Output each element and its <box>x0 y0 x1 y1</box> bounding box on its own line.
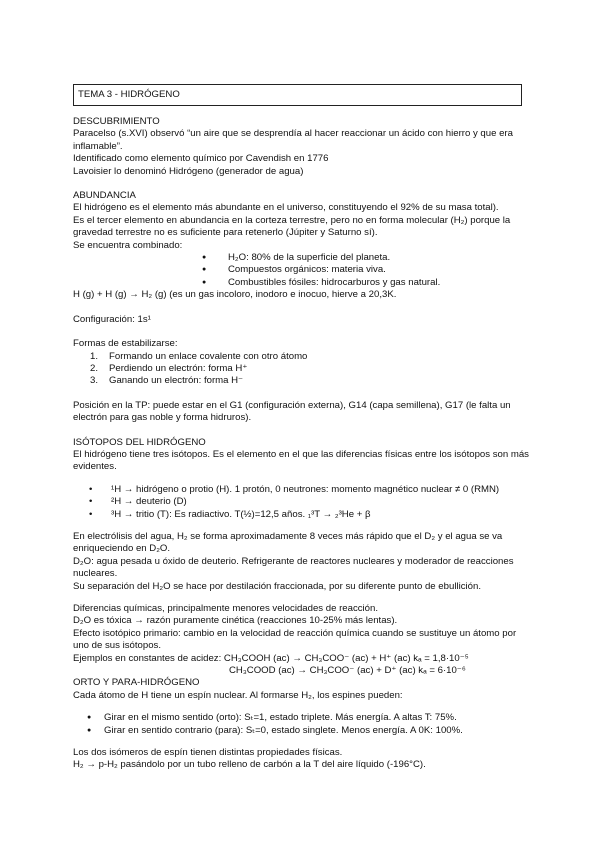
paragraph: Paracelso (s.XVI) observó “un aire que se desprendía al hacer reaccionar un ácido con hierro y que era inflamable”. <box>73 128 513 152</box>
paragraph: Configuración: 1s¹ <box>73 313 151 325</box>
section-orto-para <box>73 677 533 771</box>
paragraph: El hidrógeno es el elemento más abundante en el universo, constituyendo el 92% de su masa total). <box>73 202 499 214</box>
section-abundancia <box>73 190 533 302</box>
paragraph: H₂ → p-H₂ pasándolo por un tubo relleno de carbón a la T del aire líquido (-196°C). <box>73 759 426 771</box>
section-configuracion <box>73 314 533 326</box>
section-heading: Formas de estabilizarse: <box>73 338 178 350</box>
paragraph: Posición en la TP: puede estar en el G1 (configuración externa), G14 (capa semillena), G17 (le falta un electrón para gas noble y forma hidruros). <box>73 399 511 424</box>
section-heading: ISÓTOPOS DEL HIDRÓGENO <box>73 436 206 448</box>
section-posicion <box>73 400 533 425</box>
paragraph: El hidrógeno tiene tres isótopos. Es el elemento en el que las diferencias físicas entre los isótopos son más evidentes. <box>73 448 529 473</box>
paragraph: Se encuentra combinado: <box>73 239 183 251</box>
numbered-list <box>73 351 533 388</box>
bullet-list <box>73 252 533 289</box>
list-item <box>73 363 533 375</box>
list-item <box>73 351 533 363</box>
paragraph: Es el tercer elemento en abundancia en la corteza terrestre, pero no en forma molecular (H₂) porque la gravedad terrestre no es suficiente para retenerlo (Júpiter y Saturno sí). <box>73 214 511 239</box>
list-item: • ¹H → hidrógeno o protio (H). 1 protón, 0 neutrones: momento magnético nuclear ≠ 0 (RMN) <box>73 484 533 496</box>
list-item: • ³H → tritio (T): Es radiactivo. T(½)=12,5 años. ₁³T → ₂³He + β <box>73 509 533 521</box>
item-number: 3. <box>90 375 99 387</box>
item-text: Ganando un electrón: forma H⁻ <box>109 375 244 387</box>
page-title: TEMA 3 - HIDRÓGENO <box>78 89 180 100</box>
list-item: ● Girar en sentido contrario (para): Sₜ=0, estado singlete. Menos energía. A 0K: 100%. <box>73 725 533 737</box>
paragraph: D₂O: agua pesada u óxido de deuterio. Refrigerante de reactores nucleares y moderador de reacciones nucleares. <box>73 555 514 580</box>
section-formas <box>73 338 533 388</box>
item-text: Formando un enlace covalente con otro átomo <box>109 350 308 362</box>
section-heading: ORTO Y PARA-HIDRÓGENO <box>73 677 200 689</box>
document-body <box>73 116 533 772</box>
section-heading: DESCUBRIMIENTO <box>73 116 160 127</box>
list-item: ● Combustibles fósiles: hidrocarburos y gas natural. <box>73 277 533 289</box>
paragraph: Cada átomo de H tiene un espín nuclear. Al formarse H₂, los espines pueden: <box>73 689 403 701</box>
item-number: 1. <box>90 350 99 362</box>
list-item: ● Girar en el mismo sentido (orto): Sₜ=1, estado triplete. Más energía. A altas T: 75%. <box>73 712 533 724</box>
paragraph: Ejemplos en constantes de acidez: CH₃COOH (ac) → CH₃COO⁻ (ac) + H⁺ (ac) kₐ = 1,8·10⁻⁵ <box>73 652 469 664</box>
section-isotopos <box>73 437 533 678</box>
list-item: ● Compuestos orgánicos: materia viva. <box>73 264 533 276</box>
equation-line: CH₃COOD (ac) → CH₃COO⁻ (ac) + D⁺ (ac) kₐ = 6·10⁻⁶ <box>229 665 466 677</box>
list-item: ● H₂O: 80% de la superficie del planeta. <box>73 252 533 264</box>
paragraph: Los dos isómeros de espín tienen distintas propiedades físicas. <box>73 747 343 759</box>
paragraph: Lavoisier lo denominó Hidrógeno (generador de agua) <box>73 165 304 177</box>
paragraph: Efecto isotópico primario: cambio en la velocidad de reacción química cuando se sustituye un átomo por uno de sus isótopos. <box>73 627 517 652</box>
bullet-list <box>73 712 533 737</box>
reaction-line: H (g) + H (g) → H₂ (g) (es un gas incoloro, inodoro e inocuo, hierve a 20,3K. <box>73 289 397 301</box>
paragraph: D₂O es tóxica → razón puramente cinética (reacciones 10-25% más lentas). <box>73 615 398 627</box>
list-item: • ²H → deuterio (D) <box>73 496 533 508</box>
item-number: 2. <box>90 362 99 374</box>
paragraph: Diferencias químicas, principalmente menores velocidades de reacción. <box>73 603 379 614</box>
item-text: Perdiendo un electrón: forma H⁺ <box>109 362 248 374</box>
isotope-list <box>73 484 533 521</box>
section-heading: ABUNDANCIA <box>73 190 136 202</box>
paragraph: Su separación del H₂O se hace por destilación fraccionada, por su diferente punto de ebullición. <box>73 580 481 592</box>
paragraph: En electrólisis del agua, H₂ se forma aproximadamente 8 veces más rápido que el D₂ y el agua se va enriqueciendo en D₂O. <box>73 530 503 555</box>
section-descubrimiento <box>73 116 533 178</box>
list-item <box>73 375 533 387</box>
title-box <box>73 84 522 106</box>
paragraph: Identificado como elemento químico por Cavendish en 1776 <box>73 153 329 165</box>
